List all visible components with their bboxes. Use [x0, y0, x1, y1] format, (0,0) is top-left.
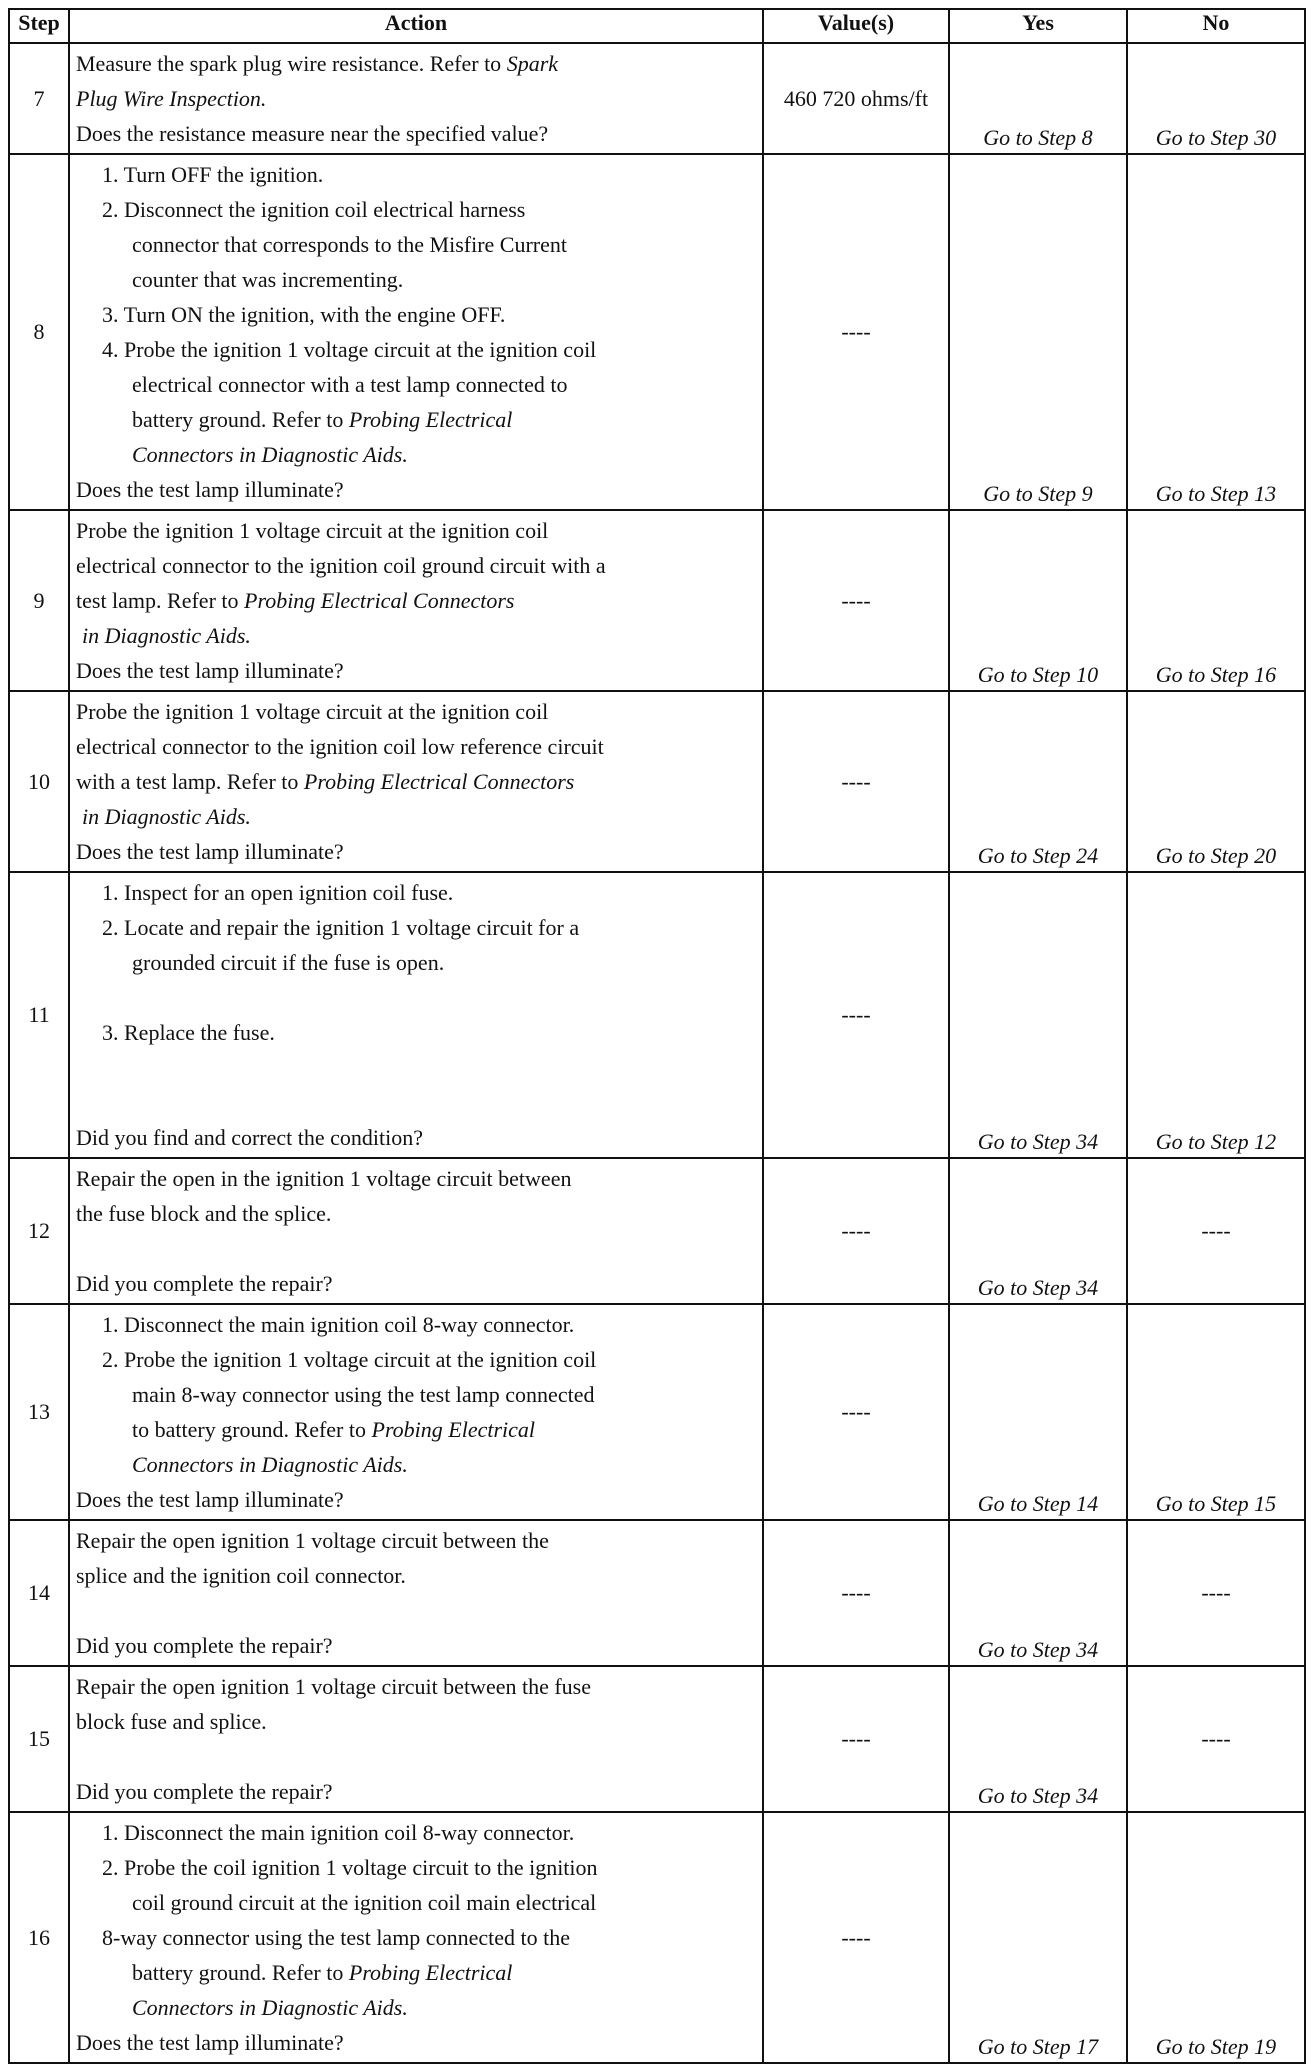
action-line: in Diagnostic Aids. [82, 623, 251, 648]
step-number: 8 [9, 154, 69, 510]
action-line: 2. Probe the coil ignition 1 voltage circuit to the ignition [102, 1855, 598, 1880]
action-line: 8-way connector using the test lamp connected to the [102, 1925, 570, 1950]
action-line: 2. Locate and repair the ignition 1 voltage circuit for a [102, 915, 580, 940]
action-line: 4. Probe the ignition 1 voltage circuit at the ignition coil [102, 337, 597, 362]
action-line: coil ground circuit at the ignition coil main electrical [132, 1890, 597, 1915]
yes-cell: Go to Step 34 [949, 1666, 1127, 1812]
no-cell: Go to Step 13 [1127, 154, 1305, 510]
action-line: Measure the spark plug wire resistance. Refer to Spark [76, 51, 559, 76]
action-line: Repair the open ignition 1 voltage circuit between the fuse [76, 1674, 592, 1699]
step-number: 15 [9, 1666, 69, 1812]
step-number: 7 [9, 43, 69, 154]
action-line: grounded circuit if the fuse is open. [132, 950, 445, 975]
value-cell: ---- [763, 1812, 949, 2063]
table-row [9, 1158, 1305, 1304]
table-row [9, 1666, 1305, 1812]
table-row [9, 872, 1305, 1158]
action-line: battery ground. Refer to Probing Electrical [132, 1960, 513, 1985]
action-line: Plug Wire Inspection. [76, 86, 267, 111]
action-question: Did you complete the repair? [76, 1271, 333, 1296]
yes-cell: Go to Step 10 [949, 510, 1127, 691]
action-cell [69, 43, 763, 154]
action-cell [69, 872, 763, 1158]
action-cell [69, 1520, 763, 1666]
header-no: No [1127, 9, 1305, 43]
action-line: to battery ground. Refer to Probing Electrical [132, 1417, 536, 1442]
action-line: Connectors in Diagnostic Aids. [132, 1995, 408, 2020]
yes-cell: Go to Step 34 [949, 872, 1127, 1158]
action-line: electrical connector to the ignition coil low reference circuit [76, 734, 604, 759]
action-line: connector that corresponds to the Misfire Current [132, 232, 567, 257]
action-cell [69, 1304, 763, 1520]
action-question: Did you complete the repair? [76, 1779, 333, 1804]
header-values: Value(s) [763, 9, 949, 43]
action-question: Did you complete the repair? [76, 1633, 333, 1658]
action-line: the fuse block and the splice. [76, 1201, 332, 1226]
spacer [76, 1593, 756, 1628]
action-line: 2. Disconnect the ignition coil electrical harness [102, 197, 526, 222]
value-cell: ---- [763, 872, 949, 1158]
action-line: with a test lamp. Refer to Probing Electrical Connectors [76, 769, 575, 794]
action-question: Did you find and correct the condition? [76, 1125, 424, 1150]
spacer [76, 1231, 756, 1266]
diagnostic-table [8, 8, 1306, 2064]
step-number: 11 [9, 872, 69, 1158]
action-line: splice and the ignition coil connector. [76, 1563, 406, 1588]
spacer [88, 1050, 756, 1085]
value-cell: ---- [763, 1520, 949, 1666]
action-line: 1. Turn OFF the ignition. [102, 162, 324, 187]
step-number: 10 [9, 691, 69, 872]
table-header-row [9, 9, 1305, 43]
action-line: electrical connector to the ignition coil ground circuit with a [76, 553, 606, 578]
value-cell: ---- [763, 510, 949, 691]
no-cell: Go to Step 12 [1127, 872, 1305, 1158]
diagnostic-table-wrapper [8, 8, 1304, 2064]
no-cell: ---- [1127, 1666, 1305, 1812]
action-cell [69, 1812, 763, 2063]
step-number: 13 [9, 1304, 69, 1520]
action-cell [69, 1666, 763, 1812]
step-number: 9 [9, 510, 69, 691]
no-cell: Go to Step 16 [1127, 510, 1305, 691]
yes-cell: Go to Step 34 [949, 1520, 1127, 1666]
action-line: Repair the open ignition 1 voltage circuit between the [76, 1528, 549, 1553]
value-cell: ---- [763, 154, 949, 510]
action-line: in Diagnostic Aids. [82, 804, 251, 829]
yes-cell: Go to Step 17 [949, 1812, 1127, 2063]
header-yes: Yes [949, 9, 1127, 43]
action-line: test lamp. Refer to Probing Electrical Connectors [76, 588, 515, 613]
table-row [9, 691, 1305, 872]
action-question: Does the test lamp illuminate? [76, 2030, 344, 2055]
table-row [9, 154, 1305, 510]
header-step: Step [9, 9, 69, 43]
action-question: Does the test lamp illuminate? [76, 1487, 344, 1512]
action-line: Probe the ignition 1 voltage circuit at the ignition coil [76, 518, 549, 543]
action-line: main 8-way connector using the test lamp connected [132, 1382, 595, 1407]
no-cell: ---- [1127, 1158, 1305, 1304]
action-cell [69, 154, 763, 510]
yes-cell: Go to Step 8 [949, 43, 1127, 154]
action-line: 1. Disconnect the main ignition coil 8-way connector. [102, 1312, 575, 1337]
action-question: Does the test lamp illuminate? [76, 839, 344, 864]
spacer [88, 980, 756, 1015]
table-row [9, 43, 1305, 154]
no-cell: Go to Step 20 [1127, 691, 1305, 872]
action-line: electrical connector with a test lamp connected to [132, 372, 568, 397]
action-line: Connectors in Diagnostic Aids. [132, 442, 408, 467]
action-line: Repair the open in the ignition 1 voltage circuit between [76, 1166, 572, 1191]
step-number: 14 [9, 1520, 69, 1666]
action-cell [69, 510, 763, 691]
action-cell [69, 1158, 763, 1304]
value-cell: ---- [763, 1158, 949, 1304]
value-cell: ---- [763, 691, 949, 872]
table-row [9, 1520, 1305, 1666]
action-line: counter that was incrementing. [132, 267, 404, 292]
yes-cell: Go to Step 9 [949, 154, 1127, 510]
action-line: block fuse and splice. [76, 1709, 267, 1734]
step-number: 12 [9, 1158, 69, 1304]
spacer [88, 1085, 756, 1120]
no-cell: ---- [1127, 1520, 1305, 1666]
spacer [76, 1739, 756, 1774]
step-number: 16 [9, 1812, 69, 2063]
action-question: Does the test lamp illuminate? [76, 658, 344, 683]
action-line: Probe the ignition 1 voltage circuit at the ignition coil [76, 699, 549, 724]
value-cell: ---- [763, 1304, 949, 1520]
action-cell [69, 691, 763, 872]
no-cell: Go to Step 19 [1127, 1812, 1305, 2063]
action-question: Does the test lamp illuminate? [76, 477, 344, 502]
no-cell: Go to Step 15 [1127, 1304, 1305, 1520]
table-row [9, 1304, 1305, 1520]
action-line: 2. Probe the ignition 1 voltage circuit at the ignition coil [102, 1347, 597, 1372]
yes-cell: Go to Step 34 [949, 1158, 1127, 1304]
no-cell: Go to Step 30 [1127, 43, 1305, 154]
value-cell: ---- [763, 1666, 949, 1812]
header-action: Action [69, 9, 763, 43]
action-line: 3. Turn ON the ignition, with the engine OFF. [102, 302, 506, 327]
action-line: 1. Inspect for an open ignition coil fuse. [102, 880, 454, 905]
yes-cell: Go to Step 24 [949, 691, 1127, 872]
action-question: Does the resistance measure near the specified value? [76, 121, 549, 146]
action-line: battery ground. Refer to Probing Electrical [132, 407, 513, 432]
action-line: 3. Replace the fuse. [102, 1020, 275, 1045]
yes-cell: Go to Step 14 [949, 1304, 1127, 1520]
table-row [9, 510, 1305, 691]
action-line: 1. Disconnect the main ignition coil 8-way connector. [102, 1820, 575, 1845]
table-row [9, 1812, 1305, 2063]
value-cell: 460 720 ohms/ft [763, 43, 949, 154]
action-line: Connectors in Diagnostic Aids. [132, 1452, 408, 1477]
